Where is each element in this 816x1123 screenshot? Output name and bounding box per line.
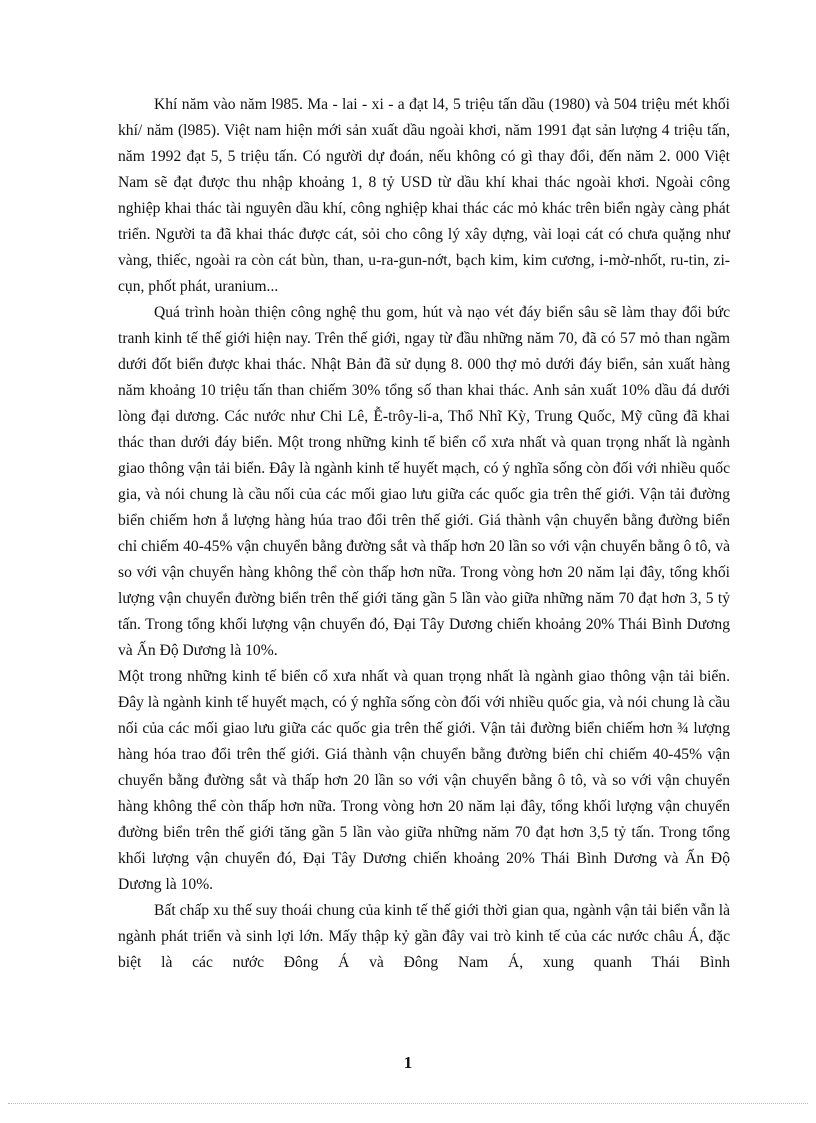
paragraph-2: Quá trình hoàn thiện công nghệ thu gom, hút và nạo vét đáy biển sâu sẽ làm thay đổi bức tranh kinh tế thế giới hiện nay. Trên thế giới, ngay từ đầu những năm 70, đã có 57 mỏ than ngầm dưới đốt biển được khai thác. Nhật Bản đã sử dụng 8. 000 thợ mỏ dưới đáy biển, sản xuất hàng năm khoảng 10 triệu tấn than chiếm 30% tổng số than khai thác. Anh sản xuất 10% dầu đá dưới lòng đại dương. Các nước như Chi Lê, Ễ-trôy-li-a, Thổ Nhĩ Kỳ, Trung Quốc, Mỹ cũng đã khai thác than dưới đáy biển. Một trong những kinh tế biển cổ xưa nhất và quan trọng nhất là ngành giao thông vận tải biển. Đây là ngành kinh tế huyết mạch, có ý nghĩa sống còn đối với nhiều quốc gia, và nói chung là cầu nối của các mối giao lưu giữa các quốc gia trên thế giới. Vận tải đường biển chiếm hơn ắ lượng hàng húa trao đổi trên thế giới. Giá thành vận chuyển bằng đường biển chỉ chiếm 40-45% vận chuyển bằng đường sắt và thấp hơn 20 lần so với vận chuyển bằng ô tô, và so với vận chuyển hàng không thể còn thấp hơn nữa. Trong vòng hơn 20 năm lại đây, tổng khối lượng vận chuyển đường biển trên thế giới tăng gần 5 lần vào giữa những năm 70 đạt hơn 3, 5 tỷ tấn. Trong tổng khối lượng vận chuyển đó, Đại Tây Dương chiến khoảng 20% Thái Bình Dương và Ấn Độ Dương là 10%. bbox=[118, 304, 730, 659]
paragraph-1: Khí năm vào năm l985. Ma - lai - xi - a đạt l4, 5 triệu tấn dầu (1980) và 504 triệu mét khối khí/ năm (l985). Việt nam hiện mới sản xuất dầu ngoài khơi, năm 1991 đạt sản lượng 4 triệu tấn, năm 1992 đạt 5, 5 triệu tấn. Có người dự đoán, nếu không có gì thay đổi, đến năm 2. 000 Việt Nam sẽ đạt được thu nhập khoảng 1, 8 tỷ USD từ dầu khí khai thác ngoài khơi. Ngoài công nghiệp khai thác tài nguyên dầu khí, công nghiệp khai thác các mỏ khác trên biển ngày càng phát triển. Người ta đã khai thác được cát, sỏi cho công lý xây dựng, vài loại cát có chưa quặng như vàng, thiếc, ngoài ra còn cát bùn, than, u-ra-gun-nớt, bạch kim, kim cương, i-mờ-nhốt, ru-tin, zi-cụn, phốt phát, uranium... bbox=[118, 96, 730, 295]
paragraph-4: Bất chấp xu thế suy thoái chung của kinh tế thế giới thời gian qua, ngành vận tải biển vẫn là ngành phát triển và sinh lợi lớn. Mấy thập kỷ gần đây vai trò kinh tế của các nước châu Á, đặc biệt là các nước Đông Á và Đông Nam Á, xung quanh Thái Bình bbox=[118, 902, 730, 971]
footer-divider bbox=[8, 1103, 808, 1104]
body-text bbox=[118, 92, 730, 976]
page-number: 1 bbox=[403, 1053, 413, 1072]
paragraph-3: Một trong những kinh tế biển cổ xưa nhất và quan trọng nhất là ngành giao thông vận tải biển. Đây là ngành kinh tế huyết mạch, có ý nghĩa sống còn đối với nhiều quốc gia, và nói chung là cầu nối của các mối giao lưu giữa các quốc gia trên thế giới. Vận tải đường biển chiếm hơn ¾ lượng hàng hóa trao đổi trên thế giới. Giá thành vận chuyển bằng đường biển chỉ chiếm 40-45% vận chuyển bằng đường sắt và thấp hơn 20 lần so với vận chuyển bằng ô tô, và so với vận chuyển hàng không thể còn thấp hơn nữa. Trong vòng hơn 20 năm lại đây, tổng khối lượng vận chuyển đường biển trên thế giới tăng gần 5 lần vào giữa những năm 70 đạt hơn 3,5 tỷ tấn. Trong tổng khối lượng vận chuyển đó, Đại Tây Dương chiến khoảng 20% Thái Bình Dương và Ấn Độ Dương là 10%. bbox=[118, 668, 730, 893]
